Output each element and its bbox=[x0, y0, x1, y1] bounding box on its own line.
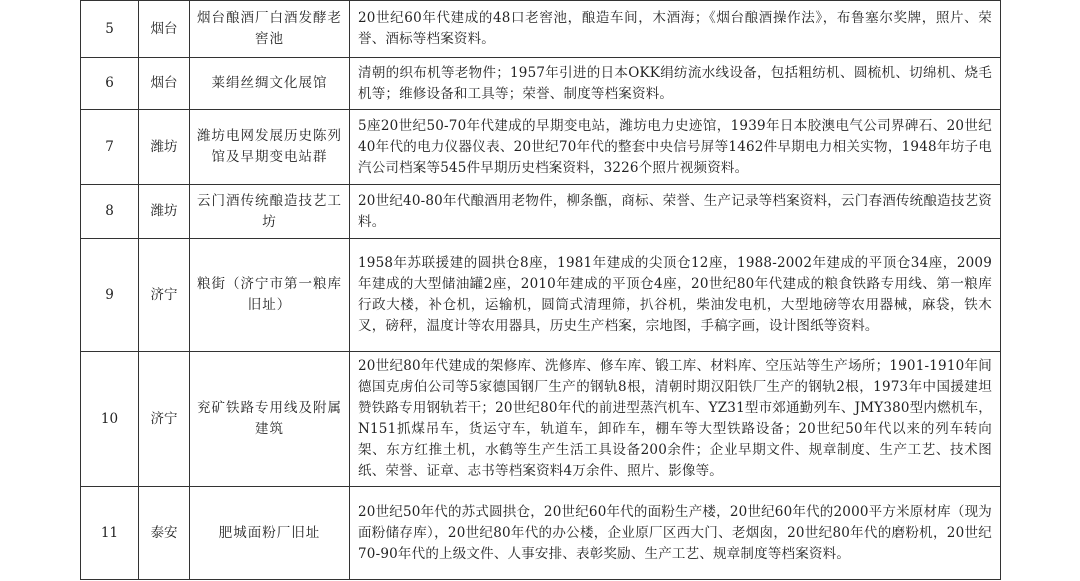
site-name-text: 肥城面粉厂旧址 bbox=[218, 524, 321, 541]
heritage-table bbox=[80, 0, 1001, 580]
table-row bbox=[81, 487, 1001, 580]
site-name-text: 云门酒传统酿造技艺工坊 bbox=[197, 192, 342, 230]
row-description: 5座20世纪50-70年代建成的早期变电站，潍坊电力史迹馆，1939年日本胶澳电气公司界碑石、20世纪40年代的电力仪器仪表、20世纪70年代的整套中央信号屏等1462件早期电力相关实物，1948年坊子电汽公司档案等545件早期历史档案资料，3226个照片视频资料。 bbox=[350, 110, 1001, 185]
row-site-name bbox=[190, 352, 350, 487]
row-city: 烟台 bbox=[139, 1, 190, 58]
row-site-name bbox=[190, 110, 350, 185]
row-city: 济宁 bbox=[139, 352, 190, 487]
site-name-text: 粮街（济宁市第一粮库旧址） bbox=[197, 276, 342, 313]
table-row bbox=[81, 58, 1001, 110]
row-description: 1958年苏联援建的圆拱仓8座，1981年建成的尖顶仓12座，1988-2002年建成的平顶仓34座，2009年建成的大型储油罐2座，2010年建成的平顶仓4座，20世纪80年代建成的粮食铁路专用线、第一粮库行政大楼，补仓机，运输机，圆筒式清理筛，扒谷机，柴油发电机，大型地磅等农用器械，麻袋，铁木叉，磅秤，温度计等农用器具，历史生产档案，宗地图，手稿字画，设计图纸等资料。 bbox=[350, 239, 1001, 352]
table-row bbox=[81, 1, 1001, 58]
row-description: 20世纪80年代建成的架修库、洗修库、修车库、锻工库、材料库、空压站等生产场所；1901-1910年间德国克虏伯公司等5家德国钢厂生产的钢轨8根，清朝时期汉阳铁厂生产的钢轨2根，1973年中国援建坦赞铁路专用钢轨若干；20世纪80年代的前进型蒸汽机车、YZ31型市郊通勤列车、JMY380型内燃机车，N151抓煤吊车，货运守车，轨道车，卸砟车，棚车等大型铁路设备；20世纪50年代以来的列车转向架、东方红推土机，水鹤等生产生活工具设备200余件；企业早期文件、规章制度、生产工艺、技术图纸、荣誉、证章、志书等档案资料4万余件、照片、影像等。 bbox=[350, 352, 1001, 487]
row-site-name bbox=[190, 1, 350, 58]
row-number: 6 bbox=[81, 58, 139, 110]
row-number: 10 bbox=[81, 352, 139, 487]
row-site-name bbox=[190, 185, 350, 239]
row-city: 潍坊 bbox=[139, 110, 190, 185]
site-name-text: 莱绢丝绸文化展馆 bbox=[211, 75, 328, 91]
row-description: 清朝的织布机等老物件；1957年引进的日本OKK绢纺流水线设备，包括粗纺机、圆梳机、切绵机、烧毛机等；维修设备和工具等；荣誉、制度等档案资料。 bbox=[350, 58, 1001, 110]
table-row bbox=[81, 185, 1001, 239]
row-description: 20世纪60年代建成的48口老窖池，酿造车间，木酒海；《烟台酿酒操作法》，布鲁塞尔奖牌，照片、荣誉、酒标等档案资料。 bbox=[350, 1, 1001, 58]
row-city: 烟台 bbox=[139, 58, 190, 110]
row-city: 潍坊 bbox=[139, 185, 190, 239]
row-number: 8 bbox=[81, 185, 139, 239]
row-number: 7 bbox=[81, 110, 139, 185]
row-description: 20世纪40-80年代酿酒用老物件，柳条甑，商标、荣誉、生产记录等档案资料，云门春酒传统酿造技艺资料。 bbox=[350, 185, 1001, 239]
row-description: 20世纪50年代的苏式圆拱仓，20世纪60年代的面粉生产楼，20世纪60年代的2000平方米原材库（现为面粉储存库），20世纪80年代的办公楼，企业原厂区西大门、老烟囱，20世纪80年代的磨粉机，20世纪70-90年代的上级文件、人事安排、表彰奖励、生产工艺、规章制度等档案资料。 bbox=[350, 487, 1001, 580]
site-name-text: 兖矿铁路专用线及附属建筑 bbox=[197, 400, 342, 437]
row-site-name bbox=[190, 487, 350, 580]
table-row bbox=[81, 239, 1001, 352]
row-site-name bbox=[190, 58, 350, 110]
site-name-text: 潍坊电网发展历史陈列馆及早期变电站群 bbox=[197, 128, 342, 165]
row-city: 泰安 bbox=[139, 487, 190, 580]
row-city: 济宁 bbox=[139, 239, 190, 352]
site-name-text: 烟台酿酒厂白酒发酵老窖池 bbox=[197, 10, 342, 47]
row-number: 9 bbox=[81, 239, 139, 352]
row-site-name bbox=[190, 239, 350, 352]
row-number: 5 bbox=[81, 1, 139, 58]
row-number: 11 bbox=[81, 487, 139, 580]
table-row bbox=[81, 110, 1001, 185]
table-row bbox=[81, 352, 1001, 487]
